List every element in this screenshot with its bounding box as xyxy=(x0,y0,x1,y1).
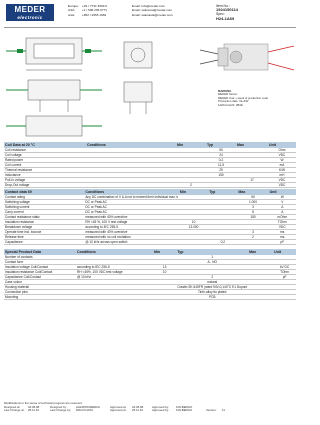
special-product-table xyxy=(4,249,296,300)
marking-line: Production date: 32+KW xyxy=(218,99,249,104)
typ-cell: natural xyxy=(176,280,248,285)
param-name: Drop-Out voltage xyxy=(4,183,86,188)
table-body xyxy=(4,255,296,300)
param-name: Rated power xyxy=(4,158,86,163)
param-name: Case colour xyxy=(4,280,76,285)
unit-cell: ms xyxy=(269,235,296,240)
header xyxy=(0,0,300,27)
conditions-cell: measured with 40% overdrive xyxy=(84,230,179,235)
marking-line: 1A69 Ansicht: 2B3E xyxy=(218,102,243,107)
unit-cell: ms xyxy=(269,230,296,235)
col-header: Conditions xyxy=(84,189,179,195)
unit-cell: TOhm xyxy=(269,220,296,225)
marking-note xyxy=(218,90,296,107)
unit-cell: A xyxy=(269,210,296,215)
contact-email[interactable]: Email: salesasia@meder.com xyxy=(132,12,173,17)
footer-cell: Approved by: xyxy=(152,408,170,413)
typ-cell: Crastin SK 645FR (rated 94V-0,140°C E1 Dupont xyxy=(177,285,248,289)
col-header: Typ xyxy=(206,142,236,148)
typ-cell: A - NO xyxy=(176,260,248,265)
min-cell: 13 xyxy=(153,265,176,270)
param-name: Pull-In voltage xyxy=(4,178,86,183)
param-name: Connection pins xyxy=(4,290,76,295)
typ-cell: 50 xyxy=(206,148,236,153)
footer-cell: KOLBERGO xyxy=(176,408,193,413)
col-header: Max xyxy=(236,142,268,148)
col-header: Unit xyxy=(268,142,296,148)
contact-phone: +1 / 508 295 0771 xyxy=(82,8,108,13)
param-name: Coil current xyxy=(4,163,86,168)
param-name: Capacitance xyxy=(4,240,84,245)
unit-cell: K/W xyxy=(268,168,296,173)
meder-logo xyxy=(6,4,54,21)
footer-note: Modifications in the sense of technical progress are reserved xyxy=(4,401,82,405)
min-cell: 2 xyxy=(176,183,206,188)
conditions-cell: according to IEC 255-5 xyxy=(84,225,179,230)
max-cell xyxy=(236,183,268,188)
conditions-cell xyxy=(86,183,176,188)
col-header: Typ xyxy=(208,189,237,195)
footer-cell: 04.06.98 xyxy=(28,404,40,409)
footer-cell: KOLBERGO xyxy=(176,404,193,409)
typ-cell: 29 xyxy=(206,168,236,173)
footer-cell: Designed by: xyxy=(50,404,67,409)
conditions-cell: measured with 40% overdrive xyxy=(84,215,179,220)
footer-cell: MACOCHOU xyxy=(76,408,94,413)
param-name: Release time xyxy=(4,235,84,240)
param-name: Contact rating xyxy=(4,195,84,200)
param-name: Insulation resistance xyxy=(4,220,84,225)
max-cell: 150 xyxy=(237,215,268,220)
col-header: Max xyxy=(237,189,268,195)
unit-cell: pF xyxy=(273,275,296,280)
max-cell: 1.000 xyxy=(237,200,268,205)
unit-cell: W xyxy=(269,195,296,200)
typ-cell: 0,2 xyxy=(206,158,236,163)
spec-value: H24-1A69 xyxy=(216,15,235,21)
contact-region: Europe: xyxy=(68,4,79,8)
param-name: Carry current xyxy=(4,210,84,215)
footer-cell: Last Change by: xyxy=(50,408,72,413)
contact-phone: +852 / 2955 1682 xyxy=(82,12,107,17)
max-cell: 50 xyxy=(237,195,268,200)
param-name: Number of contacts xyxy=(4,255,76,260)
unit-cell: mOhm xyxy=(269,215,296,220)
max-cell xyxy=(248,295,273,300)
typ-cell: PCB xyxy=(176,295,248,300)
param-name: Mounting xyxy=(4,295,76,300)
param-name: Thermal resistance xyxy=(4,168,86,173)
max-cell: 3 xyxy=(237,230,268,235)
unit-cell: mA xyxy=(268,163,296,168)
col-header: Unit xyxy=(273,249,296,255)
param-name: Operate time incl. bounce xyxy=(4,230,84,235)
table-body xyxy=(4,148,296,188)
unit-cell: TOhm xyxy=(273,270,296,275)
footer-cell: Designed at: xyxy=(4,404,21,409)
table-row xyxy=(4,295,296,300)
param-name: Housing material xyxy=(4,285,76,290)
param-name: Switching voltage xyxy=(4,200,84,205)
min-cell xyxy=(179,240,208,245)
footer-cell: 26.11.10 xyxy=(132,408,144,413)
unit-cell: VDC xyxy=(269,225,296,230)
conditions-cell: DC or Peak AC xyxy=(84,205,179,210)
marking-line: MEDER Year + week of production code xyxy=(218,95,268,100)
conditions-cell: DC or Peak AC xyxy=(84,210,179,215)
header-divider xyxy=(4,27,296,28)
min-cell xyxy=(153,295,176,300)
contact-region: USA: xyxy=(68,8,76,13)
table-row xyxy=(4,240,296,245)
table-title: Contact data 69 xyxy=(4,189,84,195)
conditions-cell: DC or Peak AC xyxy=(84,200,179,205)
param-name: Insulation resistance Coil/Contact xyxy=(4,270,76,275)
unit-cell: pF xyxy=(269,240,296,245)
footer-cell: ALEXPROMERKA xyxy=(76,404,100,409)
unit-cell: VDC xyxy=(268,183,296,188)
conditions-cell: @ 10 kHz xyxy=(76,275,153,280)
param-name: Capacitance Coil/Contact xyxy=(4,275,76,280)
unit-cell: A xyxy=(269,205,296,210)
unit-cell: W xyxy=(268,158,296,163)
col-header: Typ xyxy=(176,249,248,255)
col-header: Conditions xyxy=(76,249,153,255)
footer-cell: 11 xyxy=(222,408,226,413)
typ-cell: 1 xyxy=(176,255,248,260)
unit-cell: Ohm xyxy=(268,148,296,153)
unit-cell: kV DC xyxy=(273,265,296,270)
footer-cell: Version: xyxy=(206,408,217,413)
footer-cell: 25.11.10 xyxy=(28,408,40,413)
footer-cell: Approved by: xyxy=(152,404,170,409)
table-title: Special Product Data xyxy=(4,249,76,255)
drawing-svg xyxy=(4,30,296,142)
unit-cell: VDC xyxy=(268,178,296,183)
conditions-cell: RH <45%, 100 VDC test voltage xyxy=(76,270,153,275)
typ-cell xyxy=(206,183,236,188)
conditions-cell: according to IEC 255-5 xyxy=(76,265,153,270)
table-title: Coil Data at 20 °C xyxy=(4,142,86,148)
max-cell: 3 xyxy=(237,205,268,210)
footer-cell: 04.06.98 xyxy=(132,404,144,409)
unit-cell: mH xyxy=(268,173,296,178)
contact-data-table xyxy=(4,189,296,245)
max-cell: 17 xyxy=(236,178,268,183)
logo-main: MEDER xyxy=(14,5,46,14)
typ-cell: 24 xyxy=(206,153,236,158)
param-name: Contact form xyxy=(4,260,76,265)
unit-cell: V xyxy=(269,200,296,205)
typ-cell: 2 xyxy=(176,275,248,280)
typ-cell: 150 xyxy=(206,173,236,178)
footer-row xyxy=(4,409,296,413)
typ-cell: 0,2 xyxy=(208,240,237,245)
contact-block xyxy=(68,4,208,17)
min-cell: 10 xyxy=(179,220,208,225)
contact-region: Asia: xyxy=(68,12,75,17)
conditions-cell: Any DC combination of V & A not to exceed their individual max.'s xyxy=(85,195,178,199)
param-name: Coil resistance xyxy=(4,148,86,153)
col-header: Min xyxy=(153,249,176,255)
contact-email[interactable]: Email: salesusa@meder.com xyxy=(132,8,173,13)
footer-cell: Last Change at: xyxy=(4,408,25,413)
contact-email[interactable]: Email: info@meder.com xyxy=(132,4,165,8)
conditions-cell: measured with no coil excitation xyxy=(84,235,179,240)
footer-cell: Approved at: xyxy=(110,404,127,409)
max-cell: 2 xyxy=(237,235,268,240)
table-row xyxy=(4,183,296,188)
max-cell xyxy=(237,240,268,245)
table-body xyxy=(4,195,296,245)
col-header: Unit xyxy=(269,189,296,195)
param-name: Switching current xyxy=(4,205,84,210)
coil-data-table xyxy=(4,142,296,188)
col-header: Conditions xyxy=(86,142,176,148)
item-label: Item No.: xyxy=(216,4,230,8)
item-block xyxy=(216,4,296,21)
param-name: Insulation voltage Coil/Contact xyxy=(4,265,76,270)
col-header: Max xyxy=(248,249,273,255)
contact-row xyxy=(68,13,208,17)
param-name: Contact resistance static xyxy=(4,215,84,220)
param-name: Coil voltage xyxy=(4,153,86,158)
technical-drawing xyxy=(4,30,296,142)
unit-cell xyxy=(273,295,296,300)
min-cell: 13.000 xyxy=(179,225,208,230)
contact-phone: +49 / 7731 8399 0 xyxy=(82,4,108,8)
min-cell: 10 xyxy=(153,270,176,275)
typ-cell: Tinfn-alloy tin plated xyxy=(176,290,248,295)
param-name: Inductance xyxy=(4,173,86,178)
col-header: Min xyxy=(179,189,208,195)
typ-cell: 11,5 xyxy=(206,163,236,168)
param-name: Breakdown voltage xyxy=(4,225,84,230)
conditions-cell: RH <45 %, 100 V test voltage xyxy=(84,220,179,225)
footer-cell: Approved at: xyxy=(110,408,127,413)
col-header: Min xyxy=(176,142,206,148)
conditions-cell xyxy=(76,295,153,300)
footer xyxy=(4,402,296,413)
marking-title: MARKING xyxy=(218,89,232,93)
max-cell: 5 xyxy=(237,210,268,215)
item-number: 1924150114 xyxy=(216,7,239,13)
spec-label: Spec: xyxy=(216,12,225,17)
marking-line: MEDER Series: xyxy=(218,92,238,97)
logo-sub: electronic xyxy=(17,15,43,20)
unit-cell: VDC xyxy=(268,153,296,158)
conditions-cell: @ 10 kHz across open switch xyxy=(84,240,179,245)
